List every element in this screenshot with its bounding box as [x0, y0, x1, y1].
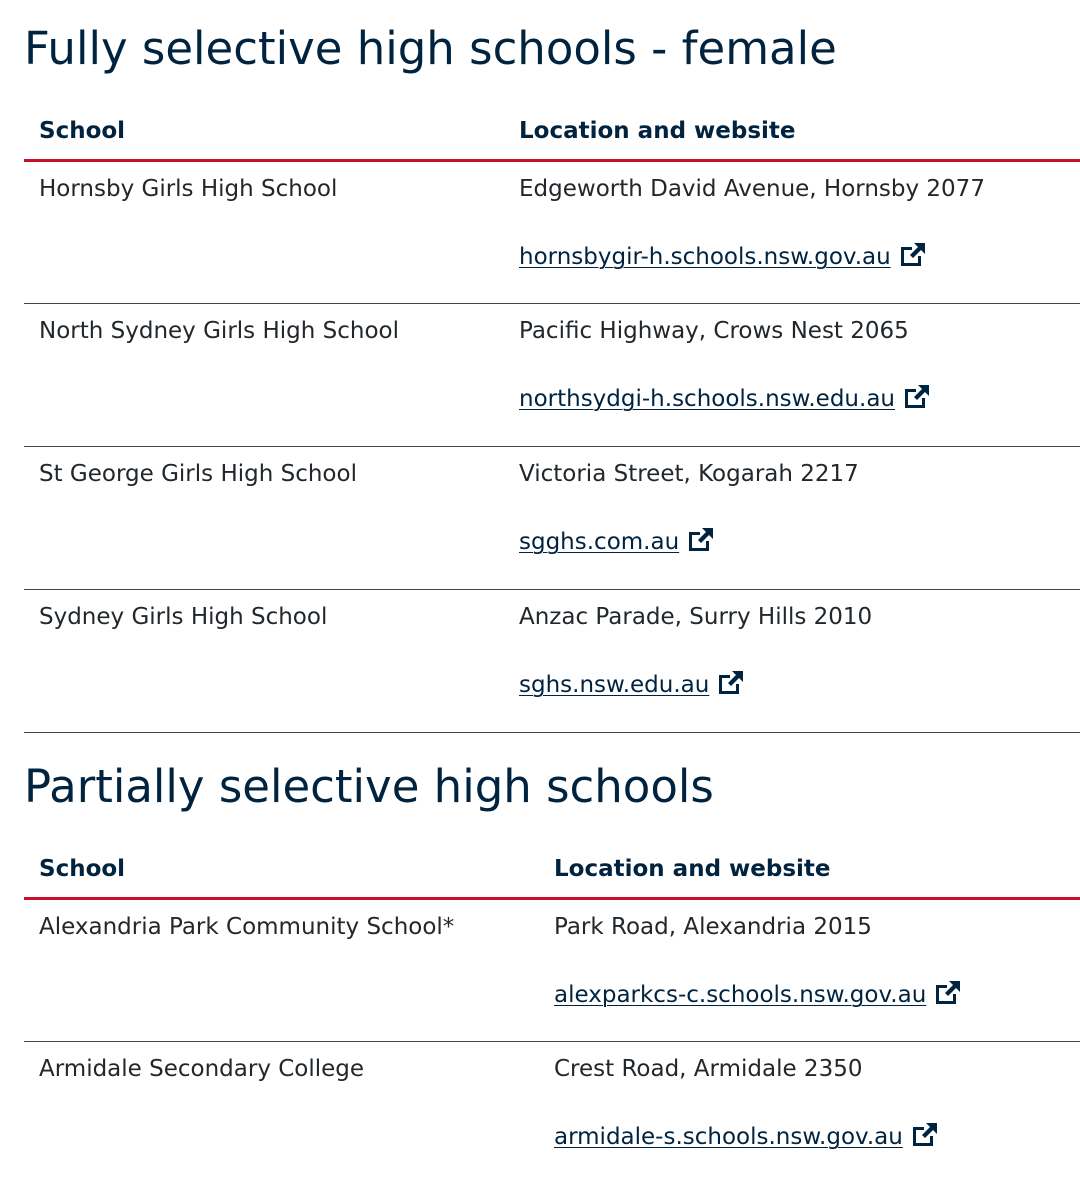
column-header-location: Location and website	[539, 841, 1080, 899]
section-heading: Fully selective high schools - female	[24, 22, 837, 75]
school-name: St George Girls High School	[24, 447, 504, 590]
address: Edgeworth David Avenue, Hornsby 2077	[519, 176, 985, 202]
column-header-school: School	[24, 103, 504, 161]
external-link-icon[interactable]	[717, 669, 745, 695]
address: Crest Road, Armidale 2350	[554, 1056, 863, 1082]
school-website-link[interactable]: sghs.nsw.edu.au	[519, 672, 710, 698]
school-name: Armidale Secondary College	[39, 1056, 365, 1082]
location-cell	[539, 899, 1080, 1042]
external-link-icon[interactable]	[903, 383, 931, 409]
location-cell	[539, 1042, 1080, 1185]
column-header-school: School	[24, 841, 539, 899]
table-row	[24, 899, 1080, 1042]
section-fully-selective	[24, 22, 1080, 733]
table-header-row	[24, 841, 1080, 899]
address: Anzac Parade, Surry Hills 2010	[519, 604, 873, 630]
column-header-location: Location and website	[504, 103, 1080, 161]
schools-table	[24, 103, 1080, 733]
school-name: North Sydney Girls High School	[24, 304, 504, 447]
external-link-icon[interactable]	[687, 526, 715, 552]
location-cell	[504, 447, 1080, 590]
table-row	[24, 447, 1080, 590]
table-row	[24, 590, 1080, 733]
section-partially-selective	[24, 760, 1080, 1185]
table-row	[24, 161, 1080, 304]
address: Pacific Highway, Crows Nest 2065	[519, 318, 909, 344]
section-heading: Partially selective high schools	[24, 760, 714, 813]
school-name: Sydney Girls High School	[24, 590, 504, 733]
external-link-icon[interactable]	[899, 241, 927, 267]
address: Park Road, Alexandria 2015	[554, 914, 872, 940]
location-cell	[504, 161, 1080, 304]
table-row	[24, 304, 1080, 447]
location-cell	[504, 590, 1080, 733]
external-link-icon[interactable]	[934, 979, 962, 1005]
table-row	[24, 1042, 1080, 1185]
school-website-link[interactable]: alexparkcs-c.schools.nsw.gov.au	[554, 982, 927, 1008]
school-website-link[interactable]: sgghs.com.au	[519, 529, 680, 555]
school-website-link[interactable]: armidale-s.schools.nsw.gov.au	[554, 1124, 903, 1150]
schools-table	[24, 841, 1080, 1185]
address: Victoria Street, Kogarah 2217	[519, 461, 859, 487]
table-header-row	[24, 103, 1080, 161]
school-website-link[interactable]: northsydgi-h.schools.nsw.edu.au	[519, 386, 895, 412]
school-name: Alexandria Park Community School*	[24, 899, 539, 1042]
school-website-link[interactable]: hornsbygir-h.schools.nsw.gov.au	[519, 244, 891, 270]
external-link-icon[interactable]	[911, 1121, 939, 1147]
location-cell	[504, 304, 1080, 447]
school-name: Hornsby Girls High School	[24, 161, 504, 304]
